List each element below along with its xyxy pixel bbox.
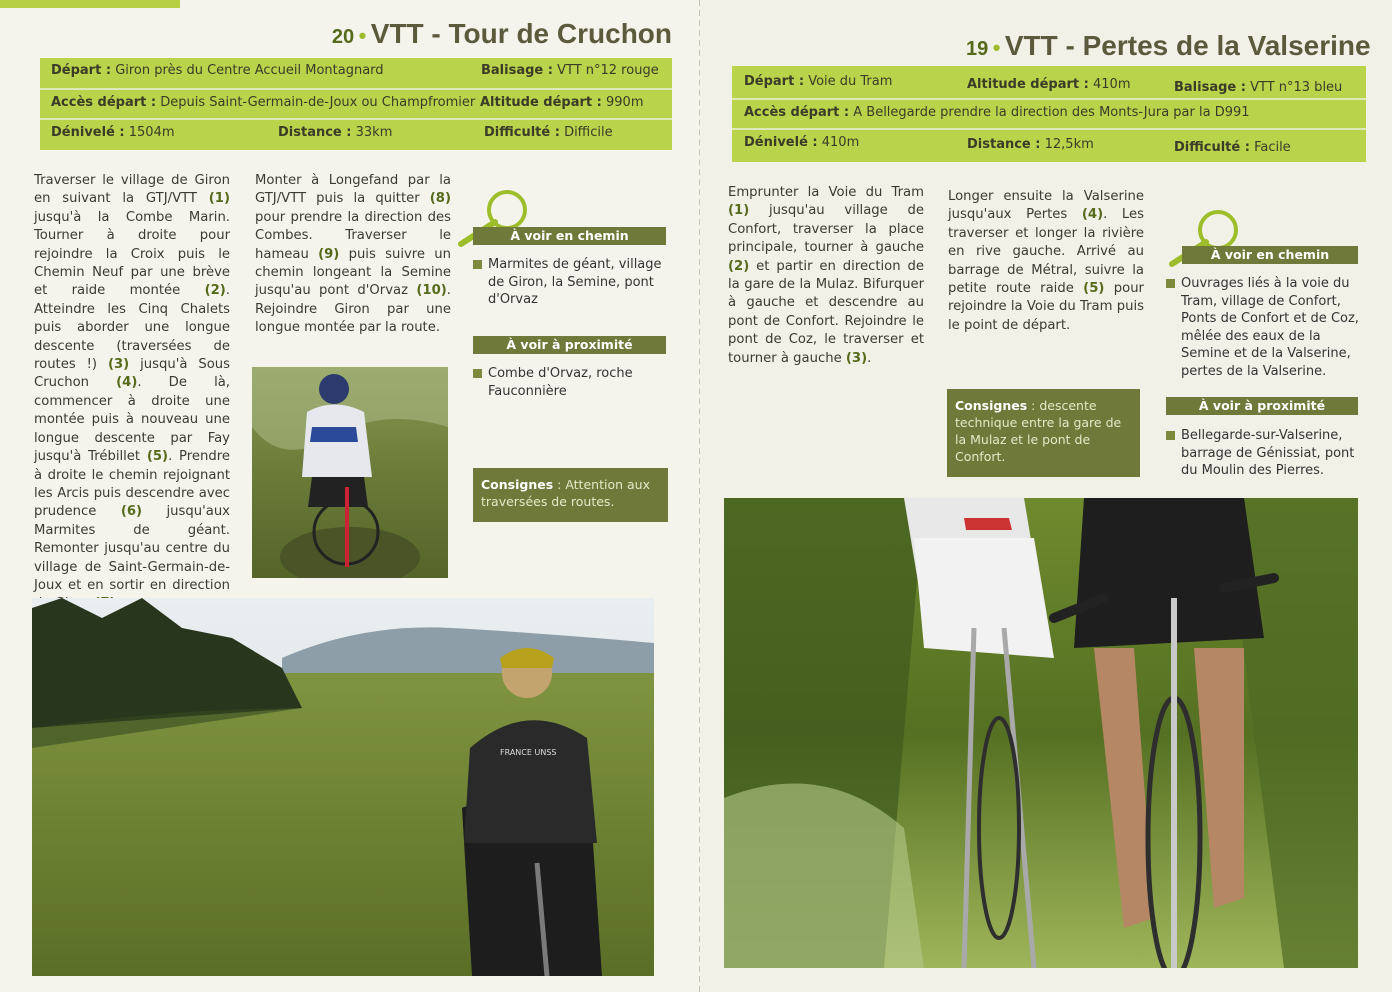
jersey-text: FRANCE UNSS — [500, 748, 557, 757]
depart-field: Départ : Giron près du Centre Accueil Montagnard — [51, 63, 384, 78]
distance-field: Distance : 12,5km — [967, 137, 1094, 152]
route-number: 19 — [966, 38, 989, 60]
info-row — [732, 66, 1366, 94]
left-info-panel — [40, 58, 672, 150]
voir-a-proximite-item: Bellegarde-sur-Valserine, barrage de Génissiat, pont du Moulin des Pierres. — [1166, 427, 1362, 480]
bullet-square-icon — [473, 369, 482, 378]
balisage-field: Balisage : VTT n°12 rouge — [481, 63, 659, 78]
altitude-field: Altitude départ : 410m — [967, 77, 1131, 92]
bullet-square-icon — [1166, 431, 1175, 440]
route-title: VTT - Pertes de la Valserine — [1004, 30, 1371, 61]
right-page — [700, 0, 1392, 992]
photo-meadow-rider — [32, 598, 654, 976]
voir-en-chemin-header: À voir en chemin — [1182, 246, 1358, 264]
photo-rider-climbing — [252, 367, 448, 578]
depart-field: Départ : Voie du Tram — [744, 74, 893, 89]
right-page-title — [966, 30, 1371, 62]
consignes-box: Consignes : descente technique entre la gare de la Mulaz et le pont de Confort. — [947, 389, 1140, 477]
right-directions-col1: Emprunter la Voie du Tram (1) jusqu'au village de Confort, traverser la place principale, tourner à gauche (2) et partir en direction de la gare de la Mulaz. Bifurquer à gauche et descendre au pont de Confort. Rejoindre le pont de Coz, le traverser et tourner à gauche (3). — [728, 185, 924, 366]
info-row — [732, 98, 1366, 128]
denivele-field: Dénivelé : 1504m — [51, 125, 175, 140]
left-page-title — [332, 18, 672, 50]
voir-en-chemin-item: Marmites de géant, village de Giron, la Semine, pont d'Orvaz — [473, 256, 673, 309]
voir-en-chemin-item: Ouvrages liés à la voie du Tram, village de Confort, Ponts de Confort et de Coz, mêlée des eaux de la Semine et de la Valserine, pertes de la Valserine. — [1166, 275, 1362, 380]
right-info-panel — [732, 66, 1366, 162]
voir-a-proximite-header: À voir à proximité — [1166, 397, 1358, 415]
route-number: 20 — [331, 26, 355, 48]
title-bullet: • — [358, 23, 367, 48]
acces-field: Accès départ : A Bellegarde prendre la direction des Monts-Jura par la D991 — [744, 105, 1250, 120]
info-row — [40, 58, 672, 86]
info-row — [732, 128, 1366, 158]
left-directions-col1: Traverser le village de Giron en suivant la GTJ/VTT (1) jusqu'à la Combe Marin. Tourner à droite pour rejoindre la Croix puis le Chemin Neuf par une brève et raide montée (2). Atteindre les Cinq Chalets puis aborder une longue descente (traversées de routes !) (3) jusqu'à Sous Cruchon (4). De là, commencer à droite une montée puis à nouveau une longue descente par Fay jusqu'à Trébillet (5). Prendre à droite le chemin rejoignant les Arcis puis descendre avec prudence (6) jusqu'aux Marmites de géant. Remonter jusqu'au centre du village de Saint-Germain-de-Joux et en sortir en direction — [34, 173, 230, 593]
altitude-field: Altitude départ : 990m — [480, 95, 644, 110]
voir-a-proximite-header: À voir à proximité — [473, 336, 666, 354]
denivele-field: Dénivelé : 410m — [744, 135, 860, 150]
difficulte-field: Difficulté : Difficile — [484, 125, 613, 140]
right-directions-col2: Longer ensuite la Valserine jusqu'aux Pertes (4). Les traverser et longer la rivière en rive gauche. Arrivé au barrage de Métral, suivre la petite route raide (5) pour rejoindre la Voie du Tram puis le point de départ. — [948, 189, 1145, 333]
voir-a-proximite-item: Combe d'Orvaz, roche Fauconnière — [473, 365, 673, 400]
info-row — [40, 118, 672, 148]
voir-en-chemin-header: À voir en chemin — [473, 227, 666, 245]
info-row — [40, 88, 672, 118]
bullet-square-icon — [1166, 279, 1175, 288]
photo-two-riders — [724, 498, 1358, 968]
route-title: VTT - Tour de Cruchon — [370, 18, 672, 49]
balisage-field: Balisage : VTT n°13 bleu — [1174, 80, 1343, 95]
acces-field: Accès départ : Depuis Saint-Germain-de-Joux ou Champfromier — [51, 95, 476, 110]
bullet-square-icon — [473, 260, 482, 269]
distance-field: Distance : 33km — [278, 125, 393, 140]
difficulte-field: Difficulté : Facile — [1174, 140, 1291, 155]
title-bullet: • — [992, 35, 1001, 60]
left-directions-col2: Monter à Longefand par la GTJ/VTT puis la quitter (8) pour prendre la direction des Combes. Traverser le hameau (9) puis suivre un chemin longeant la Semine jusqu'au pont d'Orvaz (10). Rejoindre Giron par une longue montée par la route. — [255, 173, 452, 336]
consignes-box: Consignes : Attention aux traversées de routes. — [473, 468, 668, 522]
top-accent-strip — [0, 0, 180, 8]
